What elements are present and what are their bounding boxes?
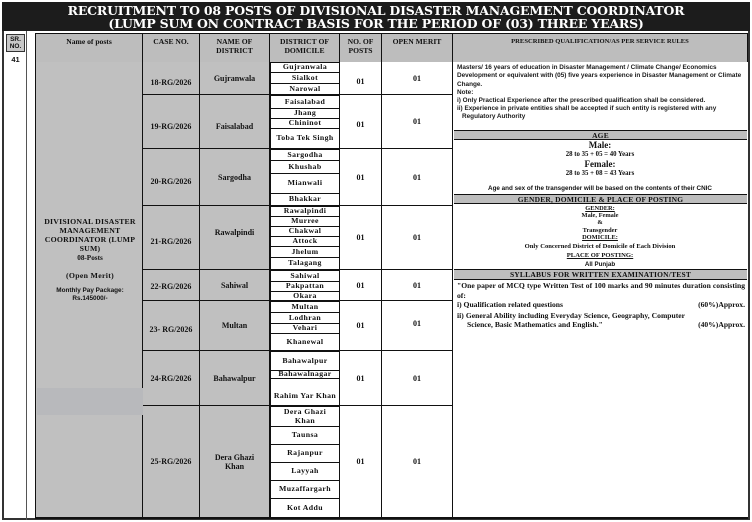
syllabus-item-2 <box>457 311 745 330</box>
syllabus-item-2-pct: (40%)Approx. <box>698 320 745 330</box>
header-name-of-posts: Name of posts <box>36 34 143 63</box>
open-merit-cell: 01 <box>382 301 453 351</box>
domicile-item: Okara <box>270 291 340 301</box>
posting-value: All Punjab <box>584 261 616 268</box>
gender-value-1: Male, Female <box>581 212 619 219</box>
open-merit-cell: 01 <box>382 95 453 149</box>
domicile-item: Faisalabad <box>270 95 340 109</box>
district-cell: Bahawalpur <box>200 351 270 406</box>
header-qualification: PRESCRIBED QUALIFICATION/AS PER SERVICE RULES <box>453 34 748 63</box>
domicile-item: Layyah <box>270 462 340 481</box>
domicile-item: Vehari <box>270 323 340 334</box>
domicile-item: Kot Addu <box>270 498 340 518</box>
gender-ampersand: & <box>597 219 603 226</box>
open-merit-cell: 01 <box>382 62 453 95</box>
domicile-item: Talagang <box>270 257 340 270</box>
note-2: ii) Experience in private entities shall be accepted if such entity is registered with any Regulatory Authority <box>457 105 717 121</box>
case-no-cell: 23- RG/2026 <box>143 301 200 351</box>
sr-column <box>4 31 27 520</box>
open-merit-cell: 01 <box>382 406 453 518</box>
gender-label: GENDER: <box>585 205 615 212</box>
case-no-cell: 24-RG/2026 <box>143 351 200 406</box>
posting-label: PLACE OF POSTING: <box>566 252 634 259</box>
header-open-merit: OPEN MERIT <box>382 34 453 63</box>
domicile-item: Chakwal <box>270 226 340 237</box>
domicile-item: Rawalpindi <box>270 206 340 217</box>
district-cell: Rawalpindi <box>200 206 270 270</box>
domicile-item: Sargodha <box>270 149 340 161</box>
note-1: i) Only Practical Experience after the prescribed qualification shall be considered. <box>457 97 706 104</box>
domicile-value: Only Concerned District of Domicile of Each Division <box>524 243 676 250</box>
document-title <box>2 2 750 31</box>
posts-cell: 01 <box>340 270 382 301</box>
posts-cell: 01 <box>340 406 382 518</box>
age-section-header: AGE <box>454 130 747 140</box>
male-label: Male: <box>588 140 612 150</box>
pay-value: Rs.145000/- <box>72 295 108 302</box>
syllabus-item-1-pct: (60%)Approx. <box>698 300 745 310</box>
syllabus-item-1-text: i) Qualification related questions <box>457 300 563 310</box>
domicile-item: Attock <box>270 236 340 247</box>
open-merit-cell: 01 <box>382 206 453 270</box>
header-name-of-district: NAME OF DISTRICT <box>200 34 270 63</box>
posts-cell: 01 <box>340 149 382 206</box>
district-cell: Dera Ghazi Khan <box>200 406 270 518</box>
domicile-item: Bhakkar <box>270 193 340 206</box>
domicile-item: Taunsa <box>270 426 340 445</box>
domicile-item: Bahawalpur <box>270 351 340 371</box>
post-title: DIVISIONAL DISASTER MANAGEMENT COORDINATOR (LUMP SUM) <box>44 217 136 253</box>
syllabus-item-1 <box>457 300 745 310</box>
district-cell: Sahiwal <box>200 270 270 301</box>
title-line-1: RECRUITMENT TO 08 POSTS OF DIVISIONAL DISASTER MANAGEMENT COORDINATOR <box>67 3 685 18</box>
open-merit-cell: 01 <box>382 149 453 206</box>
syllabus-item-2-text: ii) General Ability including Everyday Science, Geography, Computer Science, Basic Mathematics and English." <box>457 310 685 330</box>
transgender-note: Age and sex of the transgender will be based on the contents of their CNIC <box>488 185 712 192</box>
posts-cell: 01 <box>340 95 382 149</box>
domicile-item: Sahiwal <box>270 270 340 282</box>
pay-label: Monthly Pay Package: <box>56 287 124 294</box>
case-no-cell: 21-RG/2026 <box>143 206 200 270</box>
case-no-cell: 22-RG/2026 <box>143 270 200 301</box>
posts-cell: 01 <box>340 351 382 406</box>
posts-cell: 01 <box>340 206 382 270</box>
domicile-item: Khanewal <box>270 333 340 351</box>
district-cell: Gujranwala <box>200 62 270 95</box>
domicile-item: Jhelum <box>270 246 340 258</box>
domicile-item: Murree <box>270 216 340 227</box>
district-cell: Multan <box>200 301 270 351</box>
header-district-of-domicile: DISTRICT OF DOMICILE <box>270 34 340 63</box>
domicile-item: Dera Ghazi Khan <box>270 406 340 427</box>
domicile-item: Mianwali <box>270 173 340 194</box>
header-no-of-posts: NO. OF POSTS <box>340 34 382 63</box>
case-no-cell: 25-RG/2026 <box>143 406 200 518</box>
syllabus-block <box>457 281 745 330</box>
posts-cell: 01 <box>340 62 382 95</box>
case-no-cell: 18-RG/2026 <box>143 62 200 95</box>
open-merit-cell: 01 <box>382 351 453 406</box>
domicile-item: Jhang <box>270 108 340 119</box>
domicile-item: Khushab <box>270 160 340 174</box>
sr-no-value: 41 <box>11 55 20 64</box>
domicile-item: Rahim Yar Khan <box>270 378 340 406</box>
post-merit: (Open Merit) <box>66 271 114 280</box>
female-age: 28 to 35 + 08 = 43 Years <box>565 170 635 177</box>
gender-domicile-posting-header: GENDER, DOMICILE & PLACE OF POSTING <box>454 194 747 204</box>
case-no-cell: 20-RG/2026 <box>143 149 200 206</box>
domicile-item: Muzaffargarh <box>270 480 340 499</box>
education-requirement: Masters/ 16 years of education in Disaster Management / Climate Change/ Economics Development or equivalent with (05) five years experience in Disaster Management or Climate Change. <box>457 64 742 88</box>
district-cell: Sargodha <box>200 149 270 206</box>
domicile-item: Pakpattan <box>270 281 340 292</box>
district-cell: Faisalabad <box>200 95 270 149</box>
gender-value-2: Transgender <box>582 227 618 234</box>
title-line-2: (LUMP SUM ON CONTRACT BASIS FOR THE PERIOD OF (03) THREE YEARS) <box>108 16 644 31</box>
domicile-item: Lodhran <box>270 312 340 324</box>
case-no-cell: 19-RG/2026 <box>143 95 200 149</box>
domicile-item: Rajanpur <box>270 444 340 463</box>
domicile-label: DOMICILE: <box>582 234 618 241</box>
domicile-item: Sialkot <box>270 72 340 84</box>
note-label: Note: <box>457 89 474 96</box>
male-age: 28 to 35 + 05 = 40 Years <box>565 151 635 158</box>
posts-cell: 01 <box>340 301 382 351</box>
open-merit-cell: 01 <box>382 270 453 301</box>
post-name-block <box>37 217 143 303</box>
post-count: 08-Posts <box>77 254 103 262</box>
domicile-item: Multan <box>270 301 340 313</box>
redacted-area <box>37 388 143 415</box>
domicile-item: Gujranwala <box>270 62 340 73</box>
female-label: Female: <box>584 159 616 169</box>
domicile-item: Toba Tek Singh <box>270 128 340 149</box>
sr-no-header: SR. NO. <box>6 34 25 52</box>
domicile-item: Narowal <box>270 83 340 95</box>
header-case-no: CASE NO. <box>143 34 200 63</box>
syllabus-intro: "One paper of MCQ type Written Test of 100 marks and 90 minutes duration consisting of: <box>457 281 745 300</box>
domicile-item: Bahawalnagar <box>270 370 340 379</box>
domicile-item: Chininot <box>270 118 340 129</box>
syllabus-section-header: SYLLABUS FOR WRITTEN EXAMINATION/TEST <box>454 269 747 280</box>
